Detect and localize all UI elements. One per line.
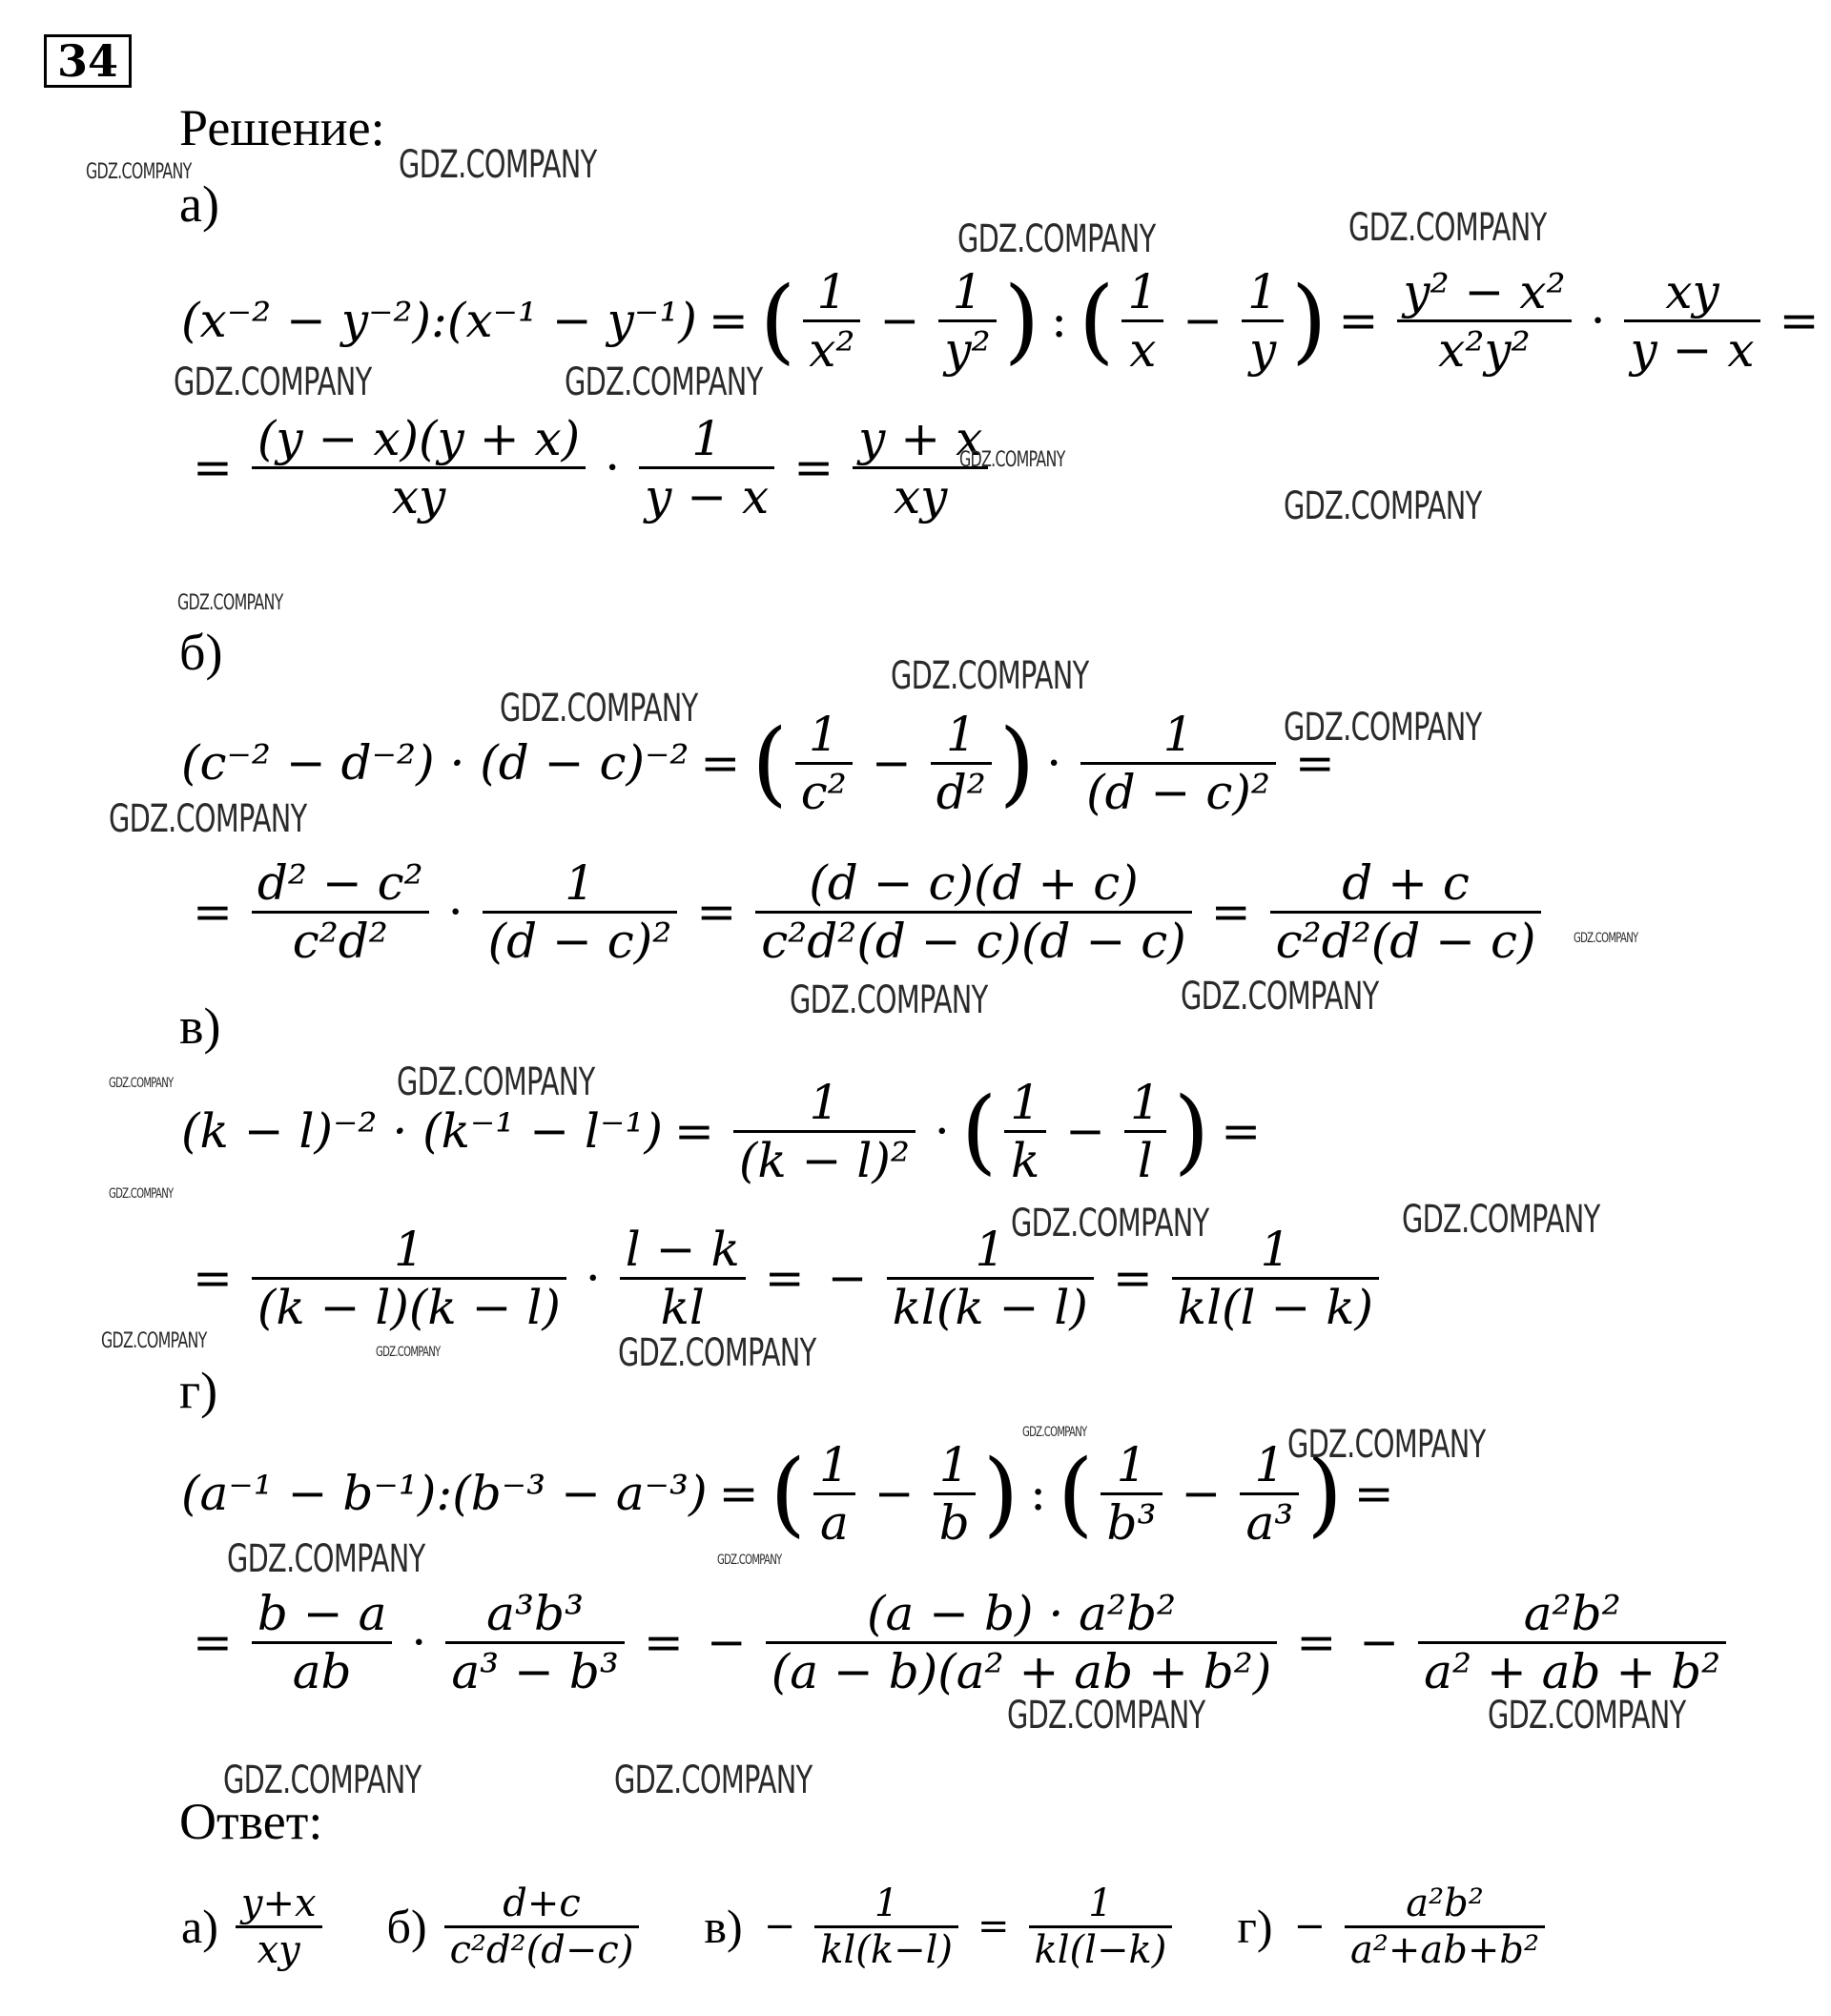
equals-sign: = xyxy=(1338,293,1379,348)
equals-sign: = xyxy=(1112,1250,1153,1306)
equals-sign: = xyxy=(1779,293,1820,348)
equals-sign: = xyxy=(193,440,233,495)
negative-sign: − xyxy=(827,1250,868,1306)
dot-sign: · xyxy=(1590,293,1606,348)
watermark: GDZ.COMPANY xyxy=(177,591,283,615)
part-a-line-1 xyxy=(181,254,1831,387)
watermark: GDZ.COMPANY xyxy=(717,1553,782,1568)
answer-b: б) $\frac{d+c}{\text{c²d²(d−c)}}$ xyxy=(387,1882,648,1972)
fraction: $\frac{1}{\text{x²}}$ xyxy=(803,264,860,378)
watermark: GDZ.COMPANY xyxy=(109,1076,174,1091)
equals-sign: = xyxy=(193,1615,233,1670)
watermark: GDZ.COMPANY xyxy=(1022,1425,1087,1440)
fraction: $\frac{1}{y - x}$ xyxy=(639,411,774,525)
minus-sign: − xyxy=(1065,1103,1105,1159)
fraction: $\frac{(y - x)(y + x)}{xy}$ xyxy=(252,411,586,525)
watermark: GDZ.COMPANY xyxy=(957,217,1156,261)
watermark: GDZ.COMPANY xyxy=(227,1537,425,1581)
left-paren: ( xyxy=(1058,1440,1094,1547)
equals-sign: = xyxy=(793,440,834,495)
fraction: $\frac{1}{k}$ xyxy=(1004,1075,1046,1188)
answer-v: в) − $\frac{1}{kl(k-l)}$ = $\frac{1}{kl(l-k)}$ xyxy=(704,1882,1180,1972)
watermark: GDZ.COMPANY xyxy=(1007,1694,1205,1738)
fraction: $\frac{1}{(k - l)(k - l)}$ xyxy=(252,1222,566,1335)
equals-sign: = xyxy=(643,1615,684,1670)
watermark: GDZ.COMPANY xyxy=(1287,1423,1486,1467)
fraction: $\frac{1}{b}$ xyxy=(934,1437,976,1551)
watermark: GDZ.COMPANY xyxy=(1284,484,1482,528)
equals-sign: = xyxy=(1296,1615,1337,1670)
fraction: $\frac{\text{y² − x²}}{\text{x²y²}}$ xyxy=(1397,264,1571,378)
right-paren: ) xyxy=(982,1440,1019,1547)
fraction: $\frac{l - k}{kl}$ xyxy=(620,1222,746,1335)
right-paren: ) xyxy=(1003,267,1040,374)
fraction: $\frac{1}{l}$ xyxy=(1124,1075,1166,1188)
equals-sign: = xyxy=(1294,735,1335,791)
left-paren: ( xyxy=(1079,267,1115,374)
dot-sign: · xyxy=(1046,735,1062,791)
equals-sign: = xyxy=(718,1466,759,1521)
dot-sign: · xyxy=(934,1103,950,1159)
watermark: GDZ.COMPANY xyxy=(223,1759,422,1802)
watermark: GDZ.COMPANY xyxy=(399,143,597,187)
watermark: GDZ.COMPANY xyxy=(618,1331,816,1375)
watermark: GDZ.COMPANY xyxy=(565,360,763,404)
part-v-line-1 xyxy=(181,1064,1272,1198)
left-paren: ( xyxy=(759,267,796,374)
watermark: GDZ.COMPANY xyxy=(174,360,372,404)
fraction: $\frac{1}{\text{(k − l)²}}$ xyxy=(733,1075,916,1188)
minus-sign: − xyxy=(874,1466,915,1521)
watermark: GDZ.COMPANY xyxy=(1348,206,1547,250)
minus-sign: − xyxy=(1181,1466,1222,1521)
watermark: GDZ.COMPANY xyxy=(397,1060,595,1104)
right-paren: ) xyxy=(998,710,1036,816)
dot-sign: · xyxy=(447,884,463,939)
watermark: GDZ.COMPANY xyxy=(1011,1202,1209,1245)
left-paren: ( xyxy=(960,1078,998,1184)
fraction: $\frac{d + c}{\text{c²d²(d − c)}}$ xyxy=(1270,855,1542,969)
watermark: GDZ.COMPANY xyxy=(614,1759,813,1802)
fraction: $\frac{1}{x}$ xyxy=(1121,264,1163,378)
fraction: $\frac{xy}{y - x}$ xyxy=(1624,264,1759,378)
watermark: GDZ.COMPANY xyxy=(101,1329,207,1353)
fraction: $\frac{(d - c)(d + c)}{\text{c²d²(d − c)(d − c)}}$ xyxy=(755,855,1192,969)
part-b-label: б) xyxy=(179,624,223,681)
fraction: $\frac{1}{kl(l - k)}$ xyxy=(1172,1222,1379,1335)
fraction: $\frac{1}{kl(k - l)}$ xyxy=(887,1222,1094,1335)
colon-sign: : xyxy=(1051,293,1067,348)
fraction: $\frac{y + x}{xy}$ xyxy=(853,411,988,525)
minus-sign: − xyxy=(879,293,920,348)
answer-g: г) − $\frac{\text{a²b²}}{\text{a²+ab+b²}}$ xyxy=(1237,1882,1553,1972)
fraction: $\frac{b - a}{ab}$ xyxy=(252,1586,393,1699)
minus-sign: − xyxy=(871,735,912,791)
equals-sign: = xyxy=(700,735,741,791)
fraction: $\frac{\text{(a − b) · a²b²}}{\text{(a − b)(a² + ab + b²)}}$ xyxy=(766,1586,1278,1699)
equals-sign: = xyxy=(1221,1103,1262,1159)
fraction: $\frac{1}{\text{y²}}$ xyxy=(938,264,996,378)
fraction: $\frac{1}{\text{a³}}$ xyxy=(1240,1437,1299,1551)
watermark: GDZ.COMPANY xyxy=(86,160,192,184)
watermark: GDZ.COMPANY xyxy=(1284,706,1482,750)
part-a-line-2 xyxy=(181,401,996,534)
fraction: $\frac{1}{\text{d²}}$ xyxy=(931,707,992,820)
equals-sign: = xyxy=(1353,1466,1394,1521)
right-paren: ) xyxy=(1306,1440,1343,1547)
part-v-label: в) xyxy=(179,998,221,1055)
fraction: $\frac{1}{\text{c²}}$ xyxy=(795,707,853,820)
fraction: $\frac{1}{\text{b³}}$ xyxy=(1101,1437,1162,1551)
fraction: $\frac{1}{y}$ xyxy=(1242,264,1284,378)
fraction: $\frac{1}{\text{(d − c)²}}$ xyxy=(483,855,678,969)
equals-sign: = xyxy=(673,1103,714,1159)
watermark: GDZ.COMPANY xyxy=(376,1345,441,1360)
part-b-line-2 xyxy=(181,845,1549,978)
negative-sign: − xyxy=(706,1615,747,1670)
negative-sign: − xyxy=(1359,1615,1400,1670)
part-g-line-2 xyxy=(181,1575,1734,1709)
watermark: GDZ.COMPANY xyxy=(500,687,698,730)
expression: (x⁻² − y⁻²):(x⁻¹ − y⁻¹) xyxy=(181,293,697,348)
watermark: GDZ.COMPANY xyxy=(790,978,988,1022)
fraction: $\frac{\text{a²b²}}{\text{a² + ab + b²}}$ xyxy=(1418,1586,1726,1699)
part-g-label: г) xyxy=(179,1362,218,1419)
watermark: GDZ.COMPANY xyxy=(109,1186,174,1202)
dot-sign: · xyxy=(411,1615,427,1670)
minus-sign: − xyxy=(1183,293,1224,348)
watermark: GDZ.COMPANY xyxy=(891,654,1089,698)
solution-heading: Решение: xyxy=(179,99,385,156)
equals-sign: = xyxy=(193,1250,233,1306)
fraction: $\frac{1}{a}$ xyxy=(813,1437,855,1551)
answer-line xyxy=(181,1860,1610,1993)
watermark: GDZ.COMPANY xyxy=(1181,975,1379,1018)
fraction: $\frac{\text{d² − c²}}{\text{c²d²}}$ xyxy=(252,855,429,969)
equals-sign: = xyxy=(696,884,737,939)
right-paren: ) xyxy=(1173,1078,1210,1184)
expression: (c⁻² − d⁻²) · (d − c)⁻² xyxy=(181,735,689,791)
colon-sign: : xyxy=(1030,1466,1047,1521)
dot-sign: · xyxy=(585,1250,601,1306)
watermark: GDZ.COMPANY xyxy=(1402,1198,1600,1242)
right-paren: ) xyxy=(1290,267,1327,374)
equals-sign: = xyxy=(1210,884,1251,939)
equals-sign: = xyxy=(764,1250,805,1306)
problem-number: 34 xyxy=(44,34,132,88)
fraction: $\frac{1}{\text{(d − c)²}}$ xyxy=(1080,707,1276,820)
left-paren: ( xyxy=(770,1440,806,1547)
answer-heading: Ответ: xyxy=(179,1793,323,1850)
part-a-label: а) xyxy=(179,175,219,233)
equals-sign: = xyxy=(193,884,233,939)
watermark: GDZ.COMPANY xyxy=(109,797,307,841)
fraction: $\frac{\text{a³b³}}{\text{a³ − b³}}$ xyxy=(445,1586,625,1699)
left-paren: ( xyxy=(751,710,788,816)
watermark: GDZ.COMPANY xyxy=(959,448,1065,472)
part-b-line-1 xyxy=(181,696,1347,830)
dot-sign: · xyxy=(605,440,621,495)
equals-sign: = xyxy=(708,293,749,348)
watermark: GDZ.COMPANY xyxy=(1574,931,1638,946)
watermark: GDZ.COMPANY xyxy=(1488,1694,1686,1738)
expression: (k − l)⁻² · (k⁻¹ − l⁻¹) xyxy=(181,1103,663,1159)
expression: (a⁻¹ − b⁻¹):(b⁻³ − a⁻³) xyxy=(181,1466,708,1521)
answer-a: а) $\frac{y+x}{xy}$ xyxy=(181,1882,330,1972)
